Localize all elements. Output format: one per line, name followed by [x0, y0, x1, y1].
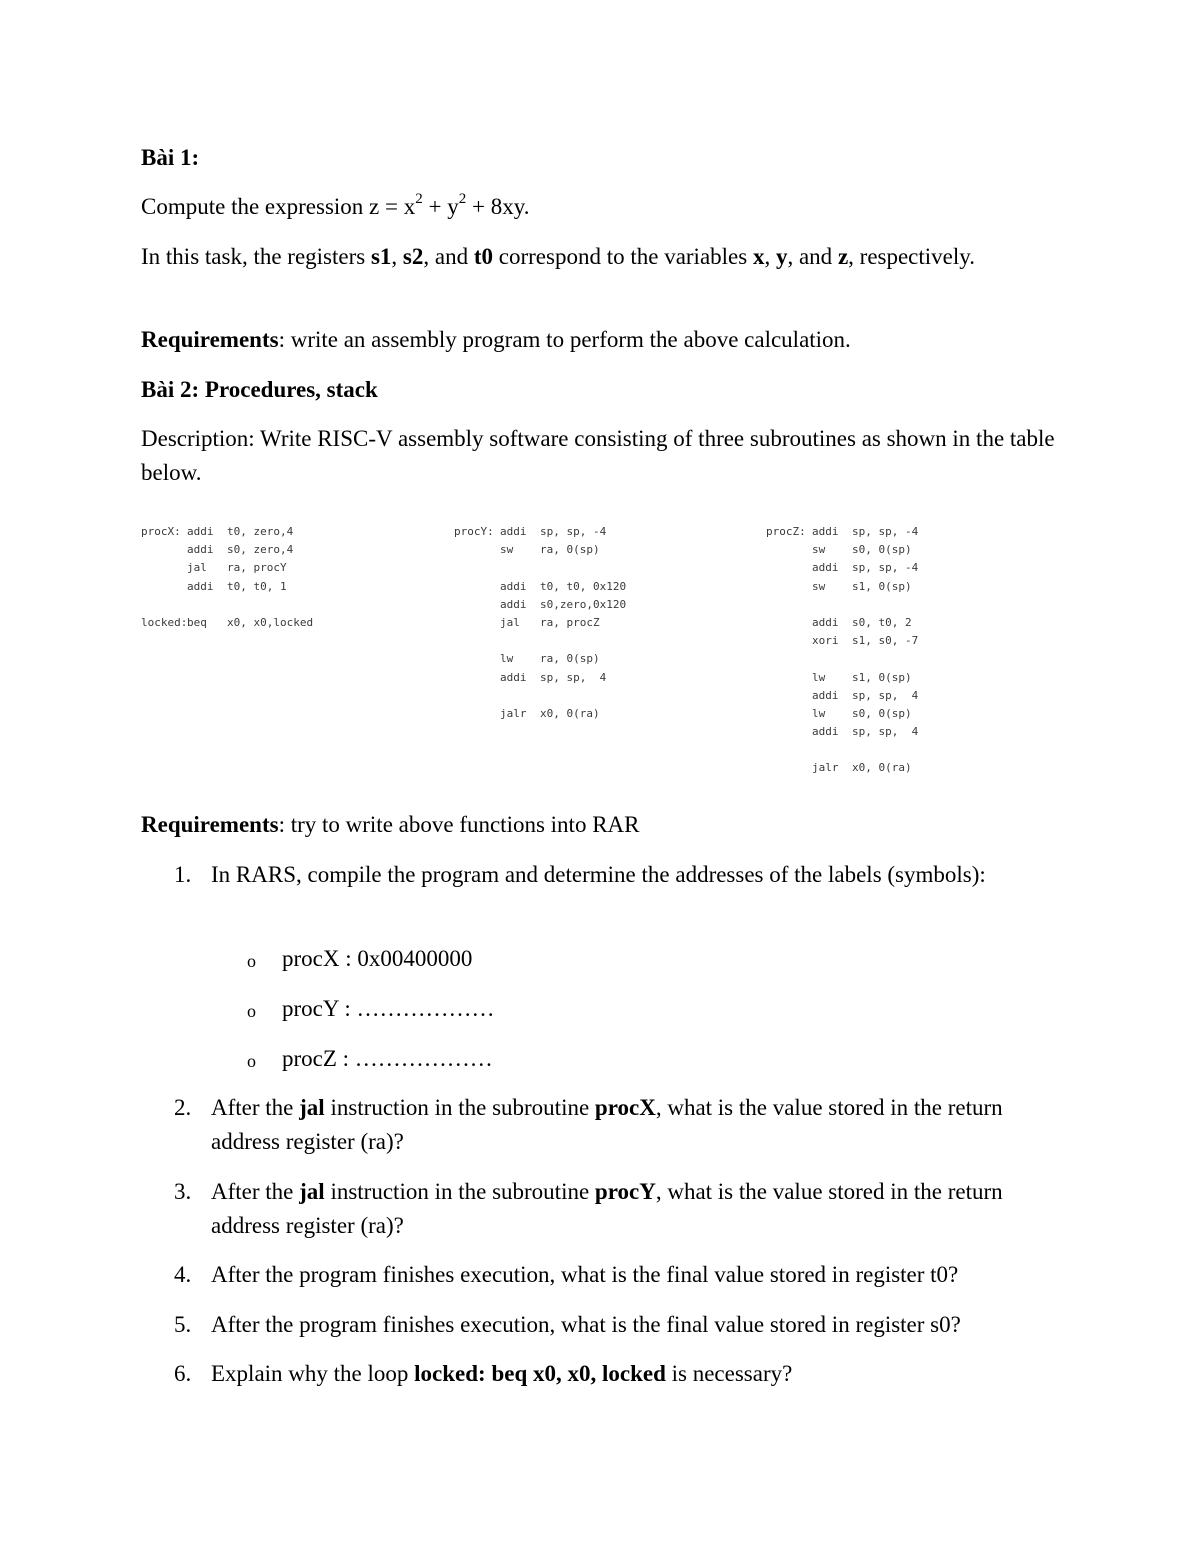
- code-line: [454, 632, 626, 650]
- code-line: [454, 559, 626, 577]
- code-opcode: sw: [812, 543, 826, 557]
- code-line: [766, 759, 918, 777]
- text-run: Explain why the loop: [211, 1361, 415, 1386]
- text-run: After the: [211, 1095, 300, 1120]
- code-line: [141, 559, 313, 577]
- list-item-text: After the program finishes execution, what is the final value stored in register t0?: [211, 1262, 959, 1287]
- code-line: [766, 687, 918, 705]
- code-column-procx: [141, 523, 313, 632]
- requirements-label: Requirements: [141, 327, 279, 352]
- code-operands: t0, zero,4: [227, 525, 294, 538]
- code-operands: s0, 0(sp): [852, 706, 912, 720]
- code-line: [766, 541, 918, 559]
- code-line: [766, 632, 918, 650]
- code-operands: ra, procZ: [540, 615, 600, 629]
- code-line: [454, 687, 626, 705]
- code-opcode: sw: [500, 543, 514, 557]
- code-opcode: addi: [812, 561, 839, 575]
- code-operands: sp, sp, 4: [852, 725, 919, 739]
- text-run: , and: [787, 244, 838, 269]
- code-operands: t0, t0, 1: [227, 579, 287, 593]
- bai2-description: Description: Write RISC-V assembly software consisting of three subroutines as shown in the table below.: [141, 426, 1055, 485]
- text-run: ,: [391, 244, 403, 269]
- code-line: [454, 669, 626, 687]
- variable-name: y: [775, 244, 788, 269]
- code-opcode: addi: [500, 597, 527, 611]
- requirements-text: : write an assembly program to perform the above calculation.: [278, 327, 851, 352]
- instruction-name: jal: [299, 1095, 325, 1120]
- list-number: 6.: [174, 1361, 192, 1386]
- code-operands: s1, 0(sp): [852, 670, 912, 684]
- code-operands: ra, 0(sp): [540, 652, 600, 666]
- bullet-icon: o: [247, 1051, 256, 1071]
- code-line: [766, 650, 918, 668]
- code-operands: ra, procY: [227, 561, 287, 575]
- code-line: [454, 614, 626, 632]
- text-run: , what is the value stored in the return address register (ra)?: [211, 1179, 1003, 1238]
- requirements-label: Requirements: [141, 812, 279, 837]
- text-run: After the: [211, 1179, 300, 1204]
- text-run: instruction in the subroutine: [324, 1095, 595, 1120]
- code-operands: sp, sp, 4: [540, 670, 607, 684]
- list-number: 2.: [174, 1095, 192, 1120]
- code-line: [766, 523, 918, 541]
- code-opcode: beq: [187, 615, 207, 629]
- code-line: [766, 705, 918, 723]
- text-run: instruction in the subroutine: [324, 1179, 595, 1204]
- bullet-icon: o: [247, 951, 256, 971]
- expr-middle: + y: [422, 194, 459, 219]
- code-label: procY:: [454, 525, 494, 538]
- subroutine-name: procX: [594, 1095, 656, 1120]
- bullet-icon: o: [247, 1001, 256, 1021]
- expr-superscript: 2: [415, 191, 423, 208]
- variable-name: z: [837, 244, 849, 269]
- code-line: [766, 596, 918, 614]
- code-opcode: addi: [500, 670, 527, 684]
- symbol-text: procX : 0x00400000: [282, 946, 473, 971]
- code-opcode: lw: [812, 670, 826, 684]
- text-run: correspond to the variables: [493, 244, 753, 269]
- code-opcode: addi: [812, 525, 839, 538]
- code-column-procy: [454, 523, 626, 723]
- code-opcode: jal: [187, 561, 207, 575]
- list-item-text: [211, 1357, 1051, 1391]
- code-line: [766, 578, 918, 596]
- code-opcode: addi: [812, 725, 839, 739]
- code-line: [766, 741, 918, 759]
- code-line: [454, 523, 626, 541]
- expr-suffix: + 8xy.: [466, 194, 530, 219]
- register-name: s2: [402, 244, 424, 269]
- code-opcode: addi: [812, 615, 839, 629]
- list-item-text: [211, 1091, 1051, 1159]
- list-item-text: In RARS, compile the program and determine the addresses of the labels (symbols):: [211, 862, 986, 887]
- code-opcode: jal: [500, 615, 520, 629]
- code-line: [454, 541, 626, 559]
- code-opcode: addi: [500, 579, 527, 593]
- code-line: [141, 541, 313, 559]
- symbol-text: procZ : ………………: [282, 1046, 493, 1071]
- code-opcode: addi: [500, 525, 527, 538]
- code-operands: s1, s0, -7: [852, 634, 919, 648]
- code-line: [454, 596, 626, 614]
- variable-name: x: [752, 244, 765, 269]
- code-column-procz: [766, 523, 918, 778]
- code-label: procX:: [141, 525, 181, 538]
- text-run: ,: [764, 244, 776, 269]
- code-operands: s1, 0(sp): [852, 579, 912, 593]
- code-snippet: locked: beq x0, x0, locked: [414, 1361, 666, 1386]
- code-opcode: jalr: [812, 761, 839, 775]
- list-number: 3.: [174, 1179, 192, 1204]
- bai1-heading: Bài 1:: [141, 145, 200, 170]
- code-opcode: lw: [500, 652, 514, 666]
- text-run: In this task, the registers: [141, 244, 371, 269]
- code-label: locked:: [141, 615, 188, 629]
- text-run: , what is the value stored in the return address register (ra)?: [211, 1095, 1003, 1154]
- code-operands: x0, 0(ra): [852, 761, 912, 775]
- bai2-requirements: [141, 808, 1056, 842]
- code-operands: t0, t0, 0x120: [540, 579, 627, 593]
- list-number: 1.: [174, 862, 192, 887]
- bai1-description: [141, 240, 1056, 274]
- list-item-text: [211, 1175, 1051, 1243]
- text-run: is necessary?: [665, 1361, 793, 1386]
- code-line: [141, 614, 313, 632]
- requirements-text: : try to write above functions into RAR: [278, 812, 640, 837]
- bai2-heading: Bài 2: Procedures, stack: [141, 377, 378, 402]
- code-line: [766, 559, 918, 577]
- code-operands: sp, sp, -4: [852, 525, 919, 538]
- code-operands: s0,zero,0x120: [540, 597, 627, 611]
- code-opcode: addi: [187, 579, 214, 593]
- symbol-text: procY : ………………: [282, 996, 495, 1021]
- code-label: procZ:: [766, 525, 806, 538]
- expr-prefix: Compute the expression z = x: [141, 194, 416, 219]
- subroutine-name: procY: [594, 1179, 656, 1204]
- code-line: [454, 650, 626, 668]
- code-line: [141, 596, 313, 614]
- code-line: [141, 523, 313, 541]
- code-opcode: sw: [812, 579, 826, 593]
- code-opcode: lw: [812, 706, 826, 720]
- expr-superscript: 2: [458, 191, 467, 208]
- code-line: [766, 614, 918, 632]
- code-operands: sp, sp, 4: [852, 688, 919, 702]
- code-operands: ra, 0(sp): [540, 543, 600, 557]
- code-operands: sp, sp, -4: [540, 525, 607, 538]
- code-opcode: addi: [812, 688, 839, 702]
- code-line: [454, 578, 626, 596]
- list-number: 4.: [174, 1262, 192, 1287]
- instruction-name: jal: [299, 1179, 325, 1204]
- code-opcode: addi: [187, 525, 214, 538]
- code-opcode: addi: [187, 543, 214, 557]
- code-operands: s0, t0, 2: [852, 615, 912, 629]
- code-opcode: xori: [812, 634, 839, 648]
- list-number: 5.: [174, 1312, 192, 1337]
- code-operands: s0, 0(sp): [852, 543, 912, 557]
- bai1-expression: [141, 190, 1056, 224]
- code-operands: x0, 0(ra): [540, 706, 600, 720]
- code-line: [454, 705, 626, 723]
- register-name: s1: [370, 244, 392, 269]
- code-operands: s0, zero,4: [227, 543, 294, 557]
- code-operands: sp, sp, -4: [852, 561, 919, 575]
- code-line: [766, 669, 918, 687]
- bai1-requirements: [141, 323, 1056, 357]
- text-run: , respectively.: [848, 244, 976, 269]
- code-line: [766, 723, 918, 741]
- code-line: [141, 578, 313, 596]
- register-name: t0: [473, 244, 494, 269]
- text-run: , and: [423, 244, 474, 269]
- code-operands: x0, x0,locked: [227, 615, 314, 629]
- code-opcode: jalr: [500, 706, 527, 720]
- list-item-text: After the program finishes execution, what is the final value stored in register s0?: [211, 1312, 961, 1337]
